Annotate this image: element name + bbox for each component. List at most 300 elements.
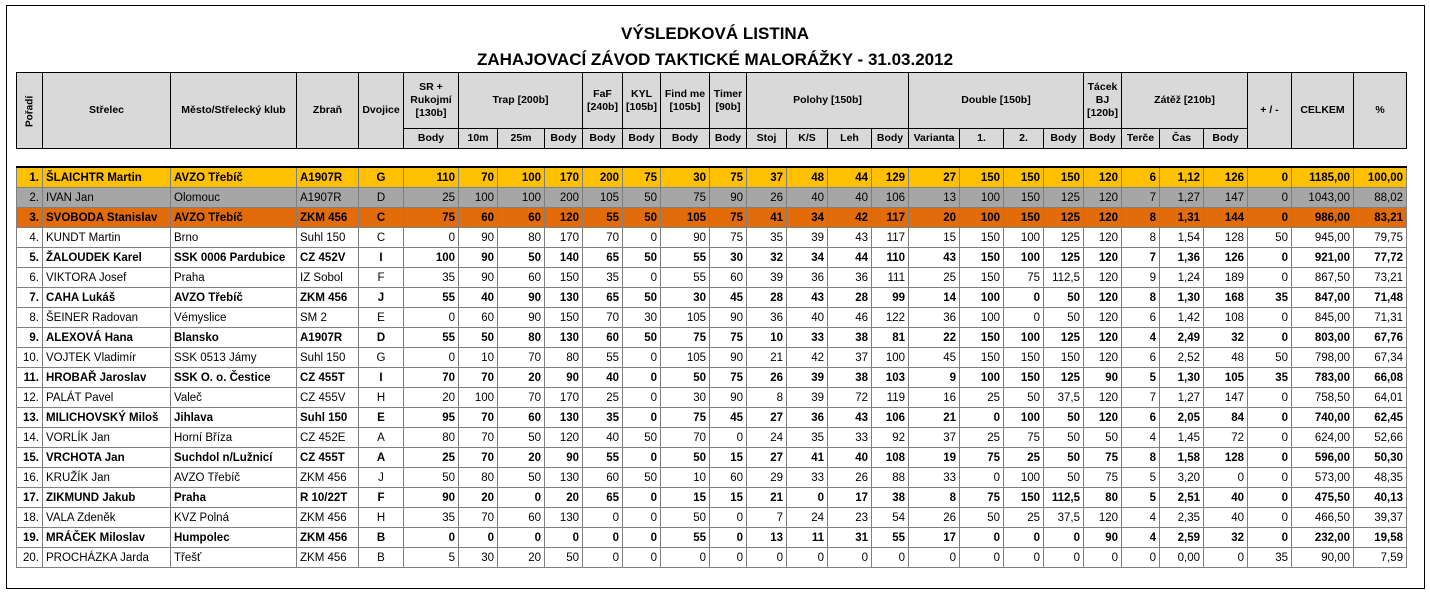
cell-polohy-body: 38 <box>872 488 909 508</box>
cell-trap-body: 130 <box>545 508 583 528</box>
cell-polohy-leh: 36 <box>828 268 872 288</box>
cell-findme-body: 30 <box>661 288 710 308</box>
cell-zatez-body: 108 <box>1204 308 1248 328</box>
cell-kyl-body: 50 <box>623 188 661 208</box>
cell-double-2: 0 <box>1004 528 1044 548</box>
cell-findme-body: 30 <box>661 167 710 188</box>
cell-polohy-leh: 40 <box>828 188 872 208</box>
cell-double-2: 150 <box>1004 368 1044 388</box>
cell-polohy-body: 54 <box>872 508 909 528</box>
cell-trap-25m: 0 <box>498 488 545 508</box>
cell-polohy-leh: 26 <box>828 468 872 488</box>
cell-club: Blansko <box>171 328 297 348</box>
cell-zatez-cas: 1,31 <box>1160 208 1204 228</box>
cell-sr-body: 0 <box>404 308 459 328</box>
cell-polohy-body: 122 <box>872 308 909 328</box>
cell-zatez-cas: 1,27 <box>1160 188 1204 208</box>
cell-zatez-terce: 8 <box>1122 228 1160 248</box>
cell-rank: 3. <box>17 208 43 228</box>
cell-tacek-body: 120 <box>1084 248 1122 268</box>
cell-pct: 48,35 <box>1354 468 1407 488</box>
cell-timer-body: 90 <box>710 388 747 408</box>
cell-findme-body: 55 <box>661 248 710 268</box>
cell-trap-10m: 70 <box>459 167 498 188</box>
cell-zatez-body: 32 <box>1204 528 1248 548</box>
cell-kyl-body: 0 <box>623 508 661 528</box>
cell-trap-body: 90 <box>545 448 583 468</box>
sub-polohy-leh: Leh <box>828 129 872 149</box>
cell-double-varianta: 0 <box>909 548 960 568</box>
cell-zatez-cas: 2,51 <box>1160 488 1204 508</box>
cell-trap-25m: 20 <box>498 448 545 468</box>
cell-zatez-body: 0 <box>1204 468 1248 488</box>
header-faf: FaF [240b] <box>583 73 623 129</box>
cell-polohy-stoj: 24 <box>747 428 787 448</box>
cell-polohy-ks: 39 <box>787 228 828 248</box>
cell-club: AVZO Třebíč <box>171 208 297 228</box>
cell-pair: B <box>359 548 404 568</box>
cell-double-body: 37,5 <box>1044 388 1084 408</box>
cell-tacek-body: 120 <box>1084 188 1122 208</box>
cell-trap-body: 120 <box>545 208 583 228</box>
cell-trap-body: 150 <box>545 308 583 328</box>
cell-double-1: 50 <box>960 508 1004 528</box>
cell-zatez-terce: 9 <box>1122 268 1160 288</box>
cell-club: SSK O. o. Čestice <box>171 368 297 388</box>
cell-double-1: 100 <box>960 288 1004 308</box>
cell-double-body: 125 <box>1044 368 1084 388</box>
cell-club: AVZO Třebíč <box>171 167 297 188</box>
cell-zatez-body: 40 <box>1204 488 1248 508</box>
cell-double-2: 25 <box>1004 448 1044 468</box>
cell-double-1: 0 <box>960 528 1004 548</box>
cell-pct: 50,30 <box>1354 448 1407 468</box>
cell-polohy-leh: 17 <box>828 488 872 508</box>
cell-tacek-body: 120 <box>1084 228 1122 248</box>
cell-gun: SM 2 <box>297 308 359 328</box>
cell-trap-body: 200 <box>545 188 583 208</box>
cell-polohy-stoj: 29 <box>747 468 787 488</box>
header-mesto: Město/Střelecký klub <box>171 73 297 149</box>
cell-celkem: 847,00 <box>1292 288 1354 308</box>
cell-kyl-body: 0 <box>623 228 661 248</box>
cell-kyl-body: 0 <box>623 448 661 468</box>
cell-zatez-body: 128 <box>1204 448 1248 468</box>
cell-findme-body: 50 <box>661 448 710 468</box>
cell-findme-body: 70 <box>661 428 710 448</box>
cell-trap-10m: 70 <box>459 508 498 528</box>
cell-zatez-body: 40 <box>1204 508 1248 528</box>
cell-polohy-ks: 43 <box>787 288 828 308</box>
cell-timer-body: 0 <box>710 548 747 568</box>
cell-polohy-body: 106 <box>872 188 909 208</box>
cell-double-2: 150 <box>1004 208 1044 228</box>
table-row <box>17 448 1407 468</box>
cell-trap-10m: 90 <box>459 268 498 288</box>
cell-plusminus: 0 <box>1248 308 1292 328</box>
cell-trap-25m: 100 <box>498 188 545 208</box>
cell-zatez-body: 72 <box>1204 428 1248 448</box>
table-row <box>17 348 1407 368</box>
cell-polohy-ks: 11 <box>787 528 828 548</box>
cell-trap-body: 140 <box>545 248 583 268</box>
cell-rank: 11. <box>17 368 43 388</box>
cell-double-2: 75 <box>1004 268 1044 288</box>
cell-polohy-body: 119 <box>872 388 909 408</box>
cell-club: KVZ Polná <box>171 508 297 528</box>
cell-pair: G <box>359 348 404 368</box>
cell-plusminus: 0 <box>1248 248 1292 268</box>
cell-faf-body: 35 <box>583 268 623 288</box>
cell-trap-25m: 60 <box>498 268 545 288</box>
cell-name: CAHA Lukáš <box>43 288 171 308</box>
table-row <box>17 208 1407 228</box>
cell-double-1: 150 <box>960 228 1004 248</box>
cell-celkem: 232,00 <box>1292 528 1354 548</box>
cell-zatez-cas: 1,30 <box>1160 368 1204 388</box>
cell-zatez-terce: 7 <box>1122 248 1160 268</box>
cell-trap-25m: 70 <box>498 348 545 368</box>
cell-pair: I <box>359 248 404 268</box>
cell-pair: J <box>359 288 404 308</box>
cell-pair: C <box>359 208 404 228</box>
sub-double-varianta: Varianta <box>909 129 960 149</box>
cell-double-2: 150 <box>1004 348 1044 368</box>
cell-findme-body: 105 <box>661 348 710 368</box>
cell-rank: 13. <box>17 408 43 428</box>
sub-trap-10m: 10m <box>459 129 498 149</box>
cell-faf-body: 0 <box>583 548 623 568</box>
cell-trap-25m: 20 <box>498 368 545 388</box>
cell-kyl-body: 0 <box>623 408 661 428</box>
cell-celkem: 1185,00 <box>1292 167 1354 188</box>
cell-findme-body: 75 <box>661 328 710 348</box>
cell-polohy-stoj: 0 <box>747 548 787 568</box>
cell-trap-10m: 100 <box>459 188 498 208</box>
cell-tacek-body: 120 <box>1084 388 1122 408</box>
table-row <box>17 368 1407 388</box>
cell-faf-body: 55 <box>583 448 623 468</box>
cell-trap-10m: 70 <box>459 368 498 388</box>
cell-rank: 17. <box>17 488 43 508</box>
cell-trap-25m: 100 <box>498 167 545 188</box>
cell-faf-body: 40 <box>583 428 623 448</box>
cell-sr-body: 55 <box>404 328 459 348</box>
cell-kyl-body: 50 <box>623 428 661 448</box>
cell-double-1: 25 <box>960 428 1004 448</box>
header-kyl: KYL [105b] <box>623 73 661 129</box>
cell-polohy-ks: 39 <box>787 368 828 388</box>
cell-polohy-leh: 42 <box>828 208 872 228</box>
sub-sr-body: Body <box>404 129 459 149</box>
cell-zatez-body: 144 <box>1204 208 1248 228</box>
cell-polohy-body: 129 <box>872 167 909 188</box>
cell-faf-body: 70 <box>583 308 623 328</box>
cell-faf-body: 0 <box>583 528 623 548</box>
cell-trap-25m: 90 <box>498 308 545 328</box>
cell-polohy-body: 117 <box>872 228 909 248</box>
cell-trap-body: 80 <box>545 348 583 368</box>
cell-rank: 4. <box>17 228 43 248</box>
cell-double-2: 100 <box>1004 408 1044 428</box>
cell-double-varianta: 16 <box>909 388 960 408</box>
cell-double-body: 50 <box>1044 288 1084 308</box>
cell-pct: 52,66 <box>1354 428 1407 448</box>
cell-name: VOJTEK Vladimír <box>43 348 171 368</box>
cell-celkem: 945,00 <box>1292 228 1354 248</box>
cell-trap-body: 50 <box>545 548 583 568</box>
header-tacek: Tácek BJ [120b] <box>1084 73 1122 129</box>
cell-plusminus: 0 <box>1248 388 1292 408</box>
cell-pair: D <box>359 188 404 208</box>
cell-zatez-terce: 8 <box>1122 208 1160 228</box>
cell-double-body: 50 <box>1044 408 1084 428</box>
cell-kyl-body: 0 <box>623 388 661 408</box>
sub-polohy-body: Body <box>872 129 909 149</box>
cell-double-2: 100 <box>1004 228 1044 248</box>
cell-gun: CZ 452E <box>297 428 359 448</box>
table-row <box>17 548 1407 568</box>
cell-double-1: 0 <box>960 408 1004 428</box>
cell-zatez-terce: 8 <box>1122 288 1160 308</box>
cell-club: Valeč <box>171 388 297 408</box>
cell-findme-body: 30 <box>661 388 710 408</box>
cell-rank: 7. <box>17 288 43 308</box>
cell-trap-10m: 20 <box>459 488 498 508</box>
cell-double-body: 150 <box>1044 348 1084 368</box>
cell-zatez-terce: 0 <box>1122 548 1160 568</box>
cell-kyl-body: 75 <box>623 167 661 188</box>
cell-polohy-ks: 48 <box>787 167 828 188</box>
cell-zatez-terce: 5 <box>1122 488 1160 508</box>
cell-sr-body: 0 <box>404 528 459 548</box>
cell-polohy-leh: 43 <box>828 228 872 248</box>
cell-polohy-stoj: 37 <box>747 167 787 188</box>
cell-sr-body: 100 <box>404 248 459 268</box>
cell-polohy-ks: 40 <box>787 308 828 328</box>
cell-zatez-terce: 4 <box>1122 528 1160 548</box>
cell-celkem: 986,00 <box>1292 208 1354 228</box>
cell-sr-body: 50 <box>404 468 459 488</box>
sub-double-2: 2. <box>1004 129 1044 149</box>
cell-double-2: 75 <box>1004 428 1044 448</box>
table-row <box>17 268 1407 288</box>
cell-gun: ZKM 456 <box>297 208 359 228</box>
cell-plusminus: 35 <box>1248 288 1292 308</box>
cell-name: KUNDT Martin <box>43 228 171 248</box>
header-plusminus: + / - <box>1248 73 1292 149</box>
cell-kyl-body: 0 <box>623 368 661 388</box>
cell-faf-body: 65 <box>583 288 623 308</box>
cell-pct: 73,21 <box>1354 268 1407 288</box>
cell-findme-body: 105 <box>661 308 710 328</box>
cell-zatez-cas: 1,36 <box>1160 248 1204 268</box>
cell-polohy-stoj: 27 <box>747 448 787 468</box>
cell-zatez-cas: 1,45 <box>1160 428 1204 448</box>
cell-name: ZIKMUND Jakub <box>43 488 171 508</box>
cell-findme-body: 50 <box>661 368 710 388</box>
cell-plusminus: 0 <box>1248 448 1292 468</box>
cell-findme-body: 105 <box>661 208 710 228</box>
cell-trap-25m: 80 <box>498 228 545 248</box>
cell-zatez-cas: 2,35 <box>1160 508 1204 528</box>
cell-faf-body: 200 <box>583 167 623 188</box>
cell-celkem: 90,00 <box>1292 548 1354 568</box>
cell-zatez-terce: 7 <box>1122 388 1160 408</box>
sheet-subtitle: ZAHAJOVACÍ ZÁVOD TAKTICKÉ MALORÁŽKY - 31.03.2012 <box>476 50 954 69</box>
cell-celkem: 475,50 <box>1292 488 1354 508</box>
cell-name: VORLÍK Jan <box>43 428 171 448</box>
cell-tacek-body: 120 <box>1084 288 1122 308</box>
cell-polohy-leh: 44 <box>828 248 872 268</box>
cell-polohy-ks: 42 <box>787 348 828 368</box>
cell-zatez-body: 32 <box>1204 328 1248 348</box>
cell-pair: J <box>359 468 404 488</box>
table-row <box>17 408 1407 428</box>
cell-sr-body: 70 <box>404 368 459 388</box>
cell-kyl-body: 50 <box>623 288 661 308</box>
table-row <box>17 488 1407 508</box>
cell-tacek-body: 50 <box>1084 428 1122 448</box>
cell-tacek-body: 120 <box>1084 508 1122 528</box>
cell-double-1: 0 <box>960 468 1004 488</box>
cell-plusminus: 35 <box>1248 548 1292 568</box>
header-timer: Timer [90b] <box>710 73 747 129</box>
cell-sr-body: 5 <box>404 548 459 568</box>
cell-double-body: 50 <box>1044 468 1084 488</box>
cell-pct: 39,37 <box>1354 508 1407 528</box>
cell-faf-body: 40 <box>583 368 623 388</box>
cell-plusminus: 0 <box>1248 488 1292 508</box>
cell-faf-body: 60 <box>583 468 623 488</box>
cell-double-varianta: 37 <box>909 428 960 448</box>
cell-polohy-body: 99 <box>872 288 909 308</box>
cell-double-varianta: 45 <box>909 348 960 368</box>
cell-zatez-body: 147 <box>1204 388 1248 408</box>
cell-gun: CZ 455T <box>297 368 359 388</box>
cell-tacek-body: 120 <box>1084 167 1122 188</box>
spacer-row <box>17 149 1407 168</box>
cell-tacek-body: 120 <box>1084 208 1122 228</box>
cell-plusminus: 0 <box>1248 188 1292 208</box>
cell-club: Třešť <box>171 548 297 568</box>
cell-timer-body: 75 <box>710 368 747 388</box>
cell-trap-25m: 50 <box>498 248 545 268</box>
cell-sr-body: 25 <box>404 448 459 468</box>
cell-polohy-stoj: 41 <box>747 208 787 228</box>
cell-polohy-stoj: 36 <box>747 308 787 328</box>
cell-polohy-ks: 33 <box>787 328 828 348</box>
cell-celkem: 921,00 <box>1292 248 1354 268</box>
cell-polohy-stoj: 21 <box>747 348 787 368</box>
header-double: Double [150b] <box>909 73 1084 129</box>
cell-double-varianta: 17 <box>909 528 960 548</box>
cell-zatez-cas: 2,05 <box>1160 408 1204 428</box>
cell-zatez-cas: 2,52 <box>1160 348 1204 368</box>
cell-double-varianta: 36 <box>909 308 960 328</box>
cell-double-1: 100 <box>960 308 1004 328</box>
cell-double-2: 0 <box>1004 548 1044 568</box>
cell-gun: ZKM 456 <box>297 528 359 548</box>
cell-plusminus: 0 <box>1248 208 1292 228</box>
cell-trap-25m: 50 <box>498 428 545 448</box>
cell-name: VALA Zdeněk <box>43 508 171 528</box>
cell-double-varianta: 22 <box>909 328 960 348</box>
sub-double-body: Body <box>1044 129 1084 149</box>
cell-name: ALEXOVÁ Hana <box>43 328 171 348</box>
cell-polohy-body: 100 <box>872 348 909 368</box>
cell-faf-body: 65 <box>583 248 623 268</box>
cell-findme-body: 75 <box>661 188 710 208</box>
cell-pct: 71,48 <box>1354 288 1407 308</box>
table-row <box>17 228 1407 248</box>
cell-zatez-cas: 1,24 <box>1160 268 1204 288</box>
cell-tacek-body: 90 <box>1084 528 1122 548</box>
cell-timer-body: 15 <box>710 448 747 468</box>
cell-double-1: 150 <box>960 248 1004 268</box>
cell-zatez-body: 126 <box>1204 167 1248 188</box>
cell-trap-body: 130 <box>545 288 583 308</box>
cell-polohy-leh: 0 <box>828 548 872 568</box>
cell-timer-body: 45 <box>710 408 747 428</box>
cell-double-1: 100 <box>960 368 1004 388</box>
cell-double-varianta: 26 <box>909 508 960 528</box>
cell-trap-10m: 70 <box>459 408 498 428</box>
table-row <box>17 288 1407 308</box>
cell-trap-25m: 70 <box>498 388 545 408</box>
header-sr: SR + Rukojmí [130b] <box>404 73 459 129</box>
cell-polohy-ks: 40 <box>787 188 828 208</box>
cell-club: Vémyslice <box>171 308 297 328</box>
cell-double-2: 50 <box>1004 388 1044 408</box>
cell-polohy-body: 92 <box>872 428 909 448</box>
cell-celkem: 466,50 <box>1292 508 1354 528</box>
cell-faf-body: 55 <box>583 208 623 228</box>
cell-timer-body: 75 <box>710 228 747 248</box>
cell-polohy-ks: 0 <box>787 488 828 508</box>
cell-zatez-cas: 0,00 <box>1160 548 1204 568</box>
cell-kyl-body: 50 <box>623 248 661 268</box>
cell-trap-10m: 0 <box>459 528 498 548</box>
cell-zatez-terce: 5 <box>1122 468 1160 488</box>
header-poradi: Pořadí <box>17 73 43 149</box>
cell-double-1: 150 <box>960 348 1004 368</box>
cell-trap-body: 130 <box>545 468 583 488</box>
cell-findme-body: 75 <box>661 408 710 428</box>
cell-zatez-cas: 1,58 <box>1160 448 1204 468</box>
cell-double-1: 150 <box>960 167 1004 188</box>
cell-trap-10m: 40 <box>459 288 498 308</box>
cell-trap-10m: 70 <box>459 428 498 448</box>
cell-kyl-body: 0 <box>623 348 661 368</box>
cell-polohy-body: 110 <box>872 248 909 268</box>
cell-timer-body: 30 <box>710 248 747 268</box>
cell-zatez-body: 189 <box>1204 268 1248 288</box>
cell-trap-25m: 0 <box>498 528 545 548</box>
cell-zatez-cas: 1,30 <box>1160 288 1204 308</box>
table-row <box>17 528 1407 548</box>
table-row <box>17 248 1407 268</box>
sub-polohy-ks: K/S <box>787 129 828 149</box>
cell-plusminus: 35 <box>1248 368 1292 388</box>
cell-trap-body: 130 <box>545 328 583 348</box>
cell-sr-body: 80 <box>404 428 459 448</box>
cell-zatez-cas: 2,59 <box>1160 528 1204 548</box>
cell-gun: ZKM 456 <box>297 288 359 308</box>
cell-trap-body: 120 <box>545 428 583 448</box>
cell-double-2: 100 <box>1004 468 1044 488</box>
cell-zatez-terce: 6 <box>1122 308 1160 328</box>
